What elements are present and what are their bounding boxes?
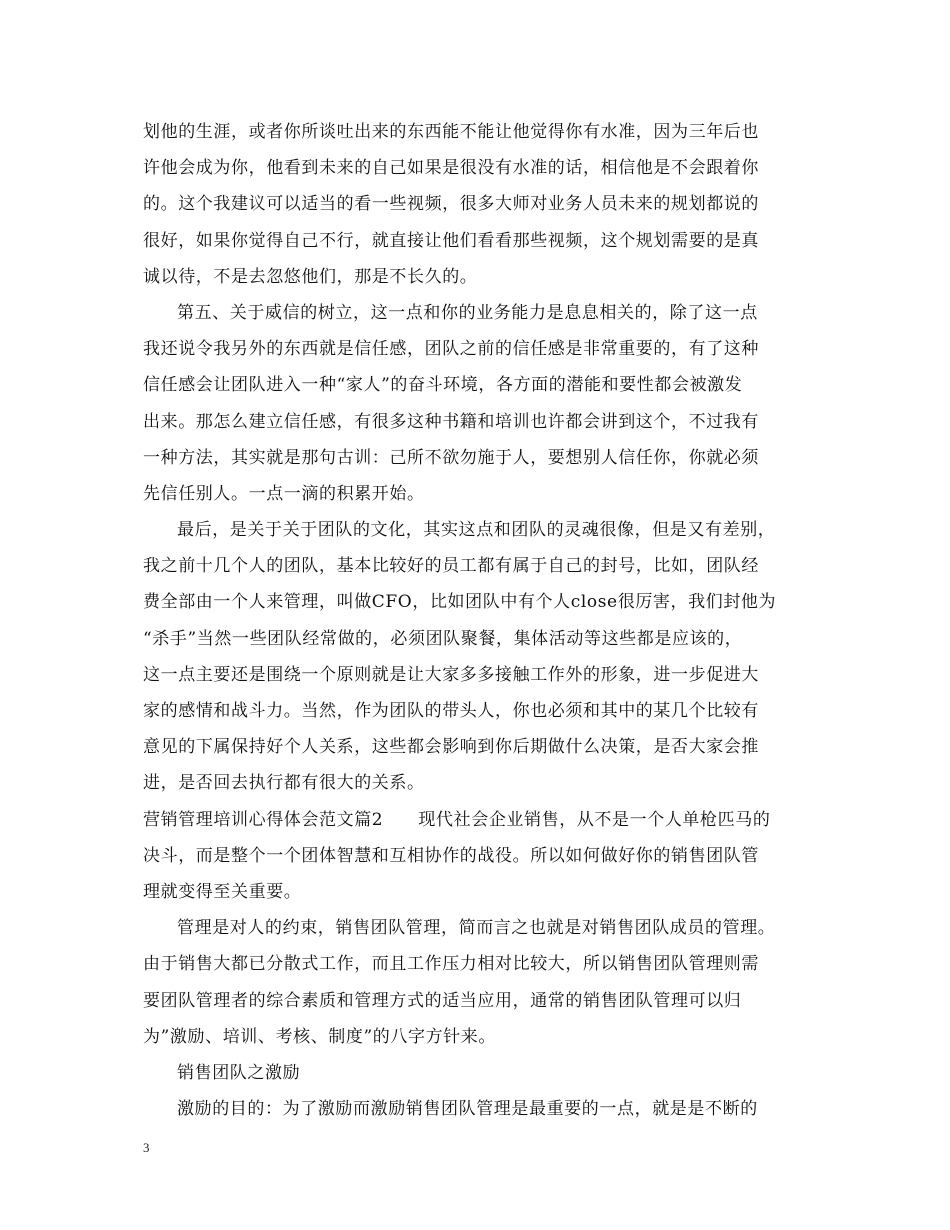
page-number: 3 bbox=[143, 1140, 150, 1155]
body-text bbox=[143, 114, 815, 1127]
text-line: 意见的下属保持好个人关系，这些都会影响到你后期做什么决策，是否大家会推 bbox=[143, 737, 759, 758]
text-line: 由于销售大都已分散式工作，而且工作压力相对比较大，所以销售团队管理则需 bbox=[143, 954, 759, 975]
text-line: 费全部由一个人来管理，叫做CFO，比如团队中有个人close很厉害，我们封他为 bbox=[143, 592, 777, 613]
text-line: “杀手”当然一些团队经常做的，必须团队聚餐，集体活动等这些都是应该的， bbox=[143, 628, 743, 649]
text-line: 划他的生涯，或者你所谈吐出来的东西能不能让他觉得你有水准，因为三年后也 bbox=[143, 122, 759, 142]
text-line: 信任感会让团队进入一种“家人”的奋斗环境，各方面的潜能和要性都会被激发 bbox=[143, 375, 743, 396]
subheading-line: 销售团队之激励 bbox=[177, 1062, 301, 1083]
paragraph-start-line: 激励的目的：为了激励而激励销售团队管理是最重要的一点，就是是不断的 bbox=[177, 1099, 758, 1120]
text-line: 先信任别人。一点一滴的积累开始。 bbox=[143, 483, 425, 504]
text-line: 要团队管理者的综合素质和管理方式的适当应用，通常的销售团队管理可以归 bbox=[143, 990, 742, 1011]
text-line: 进，是否回去执行都有很大的关系。 bbox=[143, 773, 425, 794]
text-line: 我之前十几个人的团队，基本比较好的员工都有属于自己的封号，比如，团队经 bbox=[143, 556, 759, 577]
text-line: 决斗，而是整个一个团体智慧和互相协作的战役。所以如何做好你的销售团队管 bbox=[143, 845, 759, 866]
text-line: 一种方法，其实就是那句古训：己所不欲勿施于人，要想别人信任你，你就必须 bbox=[143, 447, 759, 468]
paragraph-start-line: 管理是对人的约束，销售团队管理，简而言之也就是对销售团队成员的管理。 bbox=[177, 918, 776, 939]
text-line: 这一点主要还是围绕一个原则就是让大家多多接触工作外的形象，进一步促进大 bbox=[143, 664, 759, 685]
text-line: 我还说令我另外的东西就是信任感，团队之前的信任感是非常重要的，有了这种 bbox=[143, 339, 759, 360]
text-line: 为”激励、培训、考核、制度”的八字方针来。 bbox=[143, 1026, 496, 1047]
text-line: 诚以待，不是去忽悠他们，那是不长久的。 bbox=[143, 266, 478, 287]
text-line: 出来。那怎么建立信任感，有很多这种书籍和培训也许都会讲到这个，不过我有 bbox=[143, 411, 759, 432]
text-line: 许他会成为你，他看到未来的自己如果是很没有水准的话，相信他是不会跟着你 bbox=[143, 158, 759, 179]
text-line: 很好，如果你觉得自己不行，就直接让他们看看那些视频，这个规划需要的是真 bbox=[143, 230, 759, 251]
paragraph-start-line: 最后，是关于关于团队的文化，其实这点和团队的灵魂很像，但是又有差别， bbox=[177, 520, 776, 541]
section-title-line: 营销管理培训心得体会范文篇2 现代社会企业销售，从不是一个人单枪匹马的 bbox=[143, 809, 771, 830]
text-line: 理就变得至关重要。 bbox=[143, 881, 302, 902]
paragraph-start-line: 第五、关于威信的树立，这一点和你的业务能力是息息相关的，除了这一点 bbox=[177, 302, 758, 323]
text-line: 家的感情和战斗力。当然，作为团队的带头人，你也必须和其中的某几个比较有 bbox=[143, 701, 759, 721]
text-line: 的。这个我建议可以适当的看一些视频，很多大师对业务人员未来的规划都说的 bbox=[143, 194, 759, 215]
